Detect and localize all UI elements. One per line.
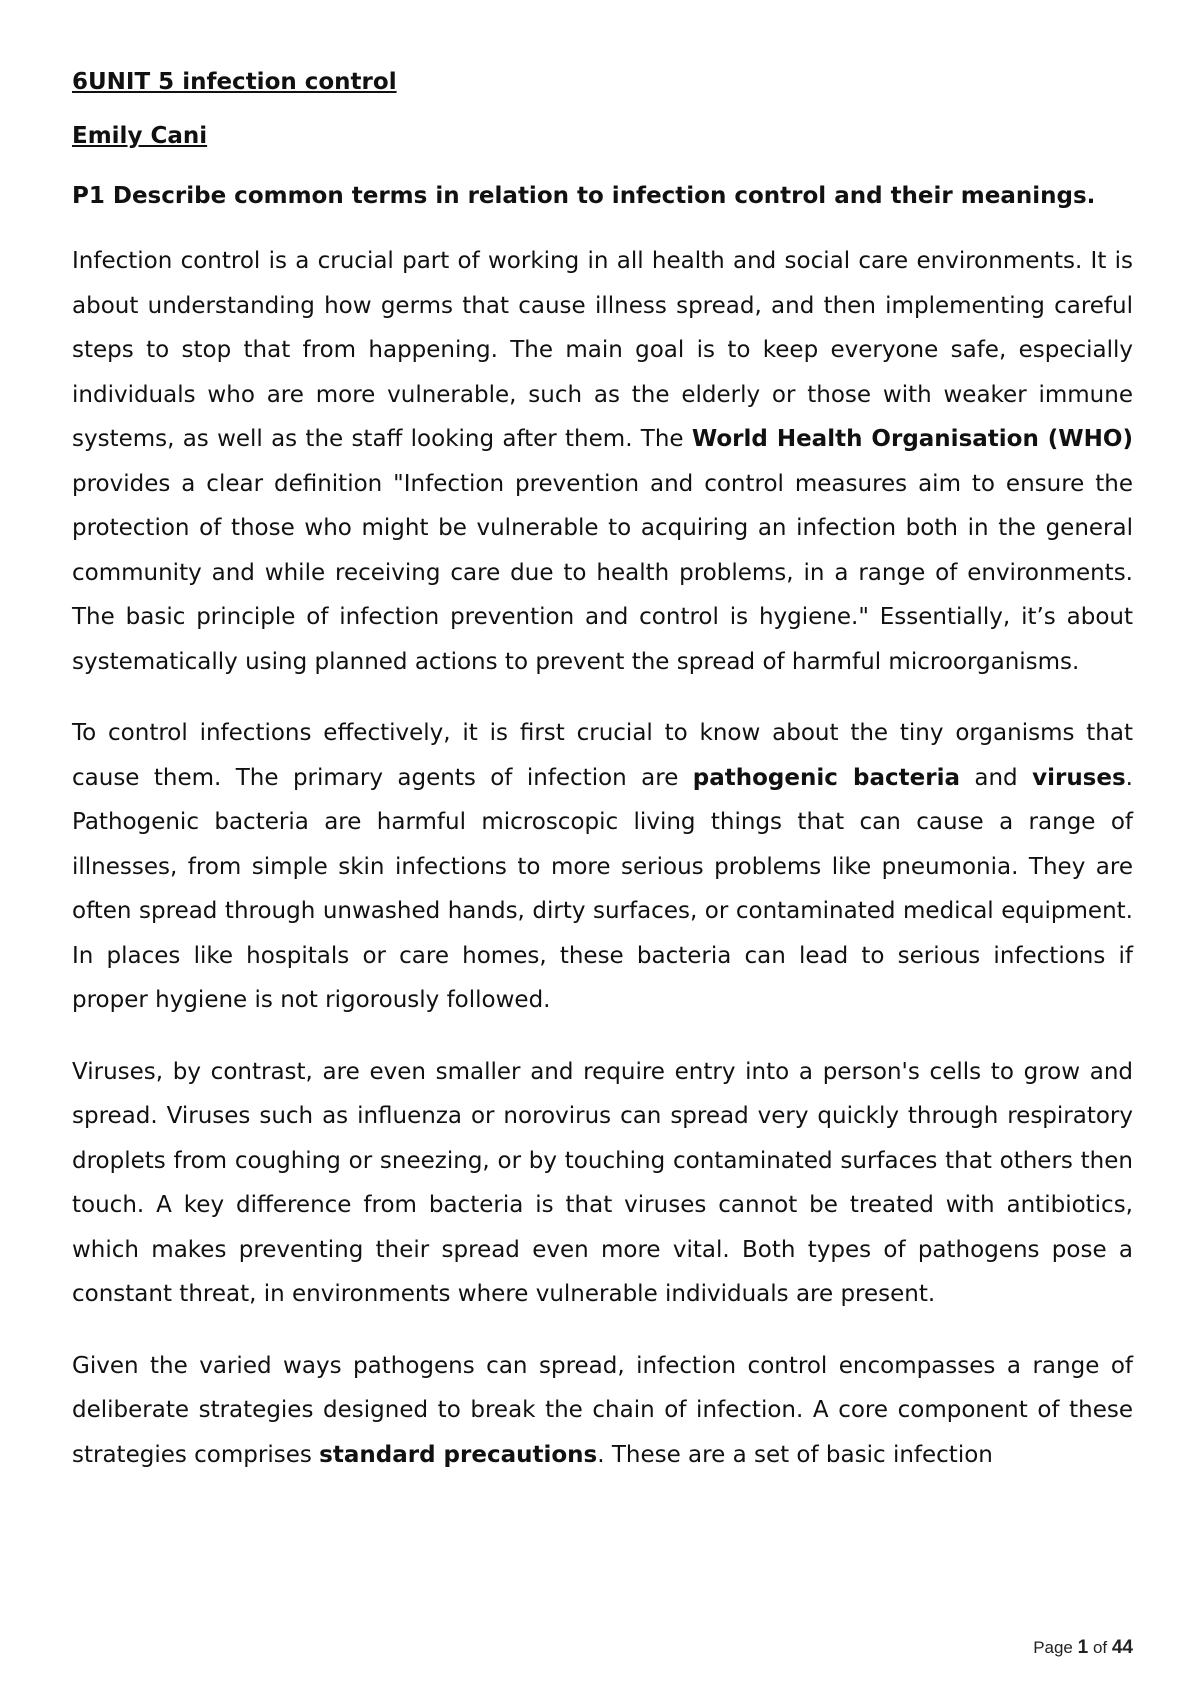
page-number: 1 xyxy=(1077,1637,1089,1658)
paragraph-1-text-b: provides a clear definition "Infection prevention and control measures aim to ensure the protection of those who might be vulnerable to acquiring an infection both in the general community and while receiving care due to health problems, in a range of environments. The basic principle of infection prevention and control is hygiene." Essentially, it’s about systematically using planned actions to prevent the spread of harmful microorganisms. xyxy=(72,470,1133,675)
document-title: 6UNIT 5 infection control xyxy=(72,69,397,95)
paragraph-4-text-a: Given the varied ways pathogens can spread, infection control encompasses a range of deliberate strategies designed to break the chain of infection. A core component of these strategies comprises xyxy=(72,1352,1133,1468)
author-name: Emily Cani xyxy=(72,123,208,149)
paragraph-4-text-b: . These are a set of basic infection xyxy=(597,1441,993,1468)
section-heading: P1 Describe common terms in relation to infection control and their meanings. xyxy=(72,183,1096,209)
page-label: Page xyxy=(1033,1638,1073,1657)
standard-precautions-term: standard precautions xyxy=(319,1441,598,1468)
document-page xyxy=(72,66,1133,1504)
paragraph-2 xyxy=(72,711,1133,1023)
paragraph-3 xyxy=(72,1050,1133,1317)
paragraph-2-text-c: . Pathogenic bacteria are harmful microscopic living things that can cause a range of illnesses, from simple skin infections to more serious problems like pneumonia. They are often spread through unwashed hands, dirty surfaces, or contaminated medical equipment. In places like hospitals or care homes, these bacteria can lead to serious infections if proper hygiene is not rigorously followed. xyxy=(72,764,1133,1013)
paragraph-2-text-a: To control infections effectively, it is first crucial to know about the tiny organisms that cause them. The primary agents of infection are xyxy=(72,720,1133,791)
paragraph-1 xyxy=(72,239,1133,684)
pathogenic-bacteria-term: pathogenic bacteria xyxy=(692,764,960,791)
paragraph-4 xyxy=(72,1344,1133,1478)
who-term: World Health Organisation (WHO) xyxy=(691,426,1133,452)
paragraph-2-text-b: and xyxy=(959,764,1033,791)
page-footer xyxy=(1033,1637,1133,1659)
paragraph-3-text: Viruses, by contrast, are even smaller and require entry into a person's cells to grow and spread. Viruses such as influenza or norovirus can spread very quickly through respiratory droplets from coughing or sneezing, or by touching contaminated surfaces that others then touch. A key difference from bacteria is that viruses cannot be treated with antibiotics, which makes preventing their spread even more vital. Both types of pathogens pose a constant threat, in environments where vulnerable individuals are present. xyxy=(72,1058,1133,1307)
paragraph-1-text-a: Infection control is a crucial part of working in all health and social care environments. It is about understanding how germs that cause illness spread, and then implementing careful steps to stop that from happening. The main goal is to keep everyone safe, especially individuals who are more vulnerable, such as the elderly or those with weaker immune systems, as well as the staff looking after them. The xyxy=(72,248,1133,452)
total-pages: 44 xyxy=(1111,1637,1133,1658)
of-label: of xyxy=(1092,1638,1108,1657)
viruses-term: viruses xyxy=(1032,764,1126,791)
